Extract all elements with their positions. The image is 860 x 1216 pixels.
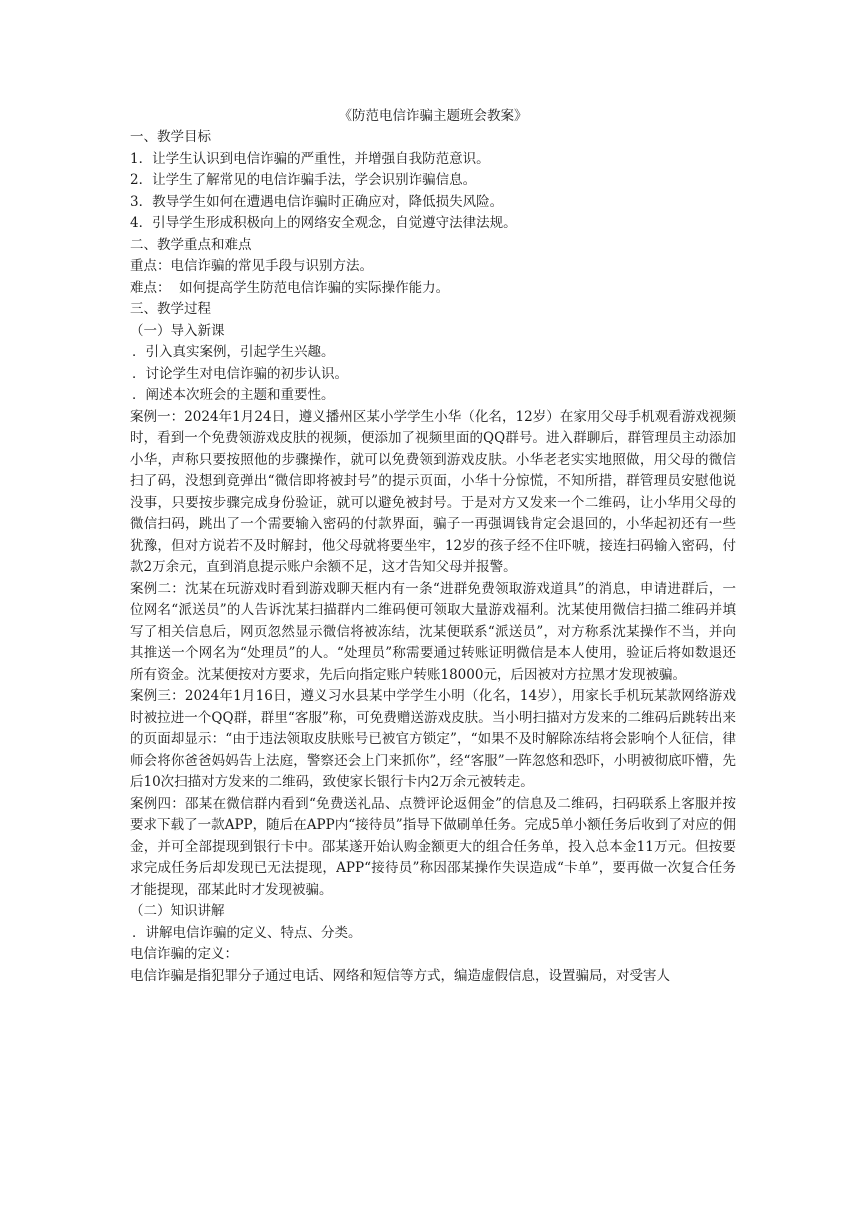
intro-item-3: ．阐述本次班会的主题和重要性。 — [132, 387, 335, 403]
knowledge-item-1: ．讲解电信诈骗的定义、特点、分类。 — [132, 924, 362, 941]
key-point-text: 重点：电信诈骗的常见手段与识别方法。 — [130, 258, 373, 274]
section-heading-objectives: 一、教学目标 — [130, 129, 211, 145]
subsection-heading-knowledge: （二）知识讲解 — [130, 903, 225, 919]
intro-item-2: ．讨论学生对电信诈骗的初步认识。 — [132, 365, 348, 382]
section-heading-process: 三、教学过程 — [130, 301, 211, 317]
objective-item-1: 1．让学生认识到电信诈骗的严重性，并增强自我防范意识。 — [130, 150, 490, 167]
difficulty-text: 难点： 如何提高学生防范电信诈骗的实际操作能力。 — [130, 279, 450, 296]
section-heading-key-points: 二、教学重点和难点 — [130, 236, 252, 253]
subsection-heading-intro: （一）导入新课 — [130, 322, 225, 339]
document-page — [130, 105, 736, 987]
definition-heading: 电信诈骗的定义： — [130, 946, 238, 962]
case-paragraph-4: 案例四：邵某在微信群内看到“免费送礼品、点赞评论返佣金”的信息及二维码，扫码联系上客服并按要求下载了一款APP，随后在APP内“接待员”指导下做刷单任务。完成5单小额任务后收到了对应的佣金，并可全部提现到银行卡中。邵某遂开始认购金额更大的组合任务单，投入总本金11万元。但按要求完成任务后却发现已无法提现，APP“接待员”称因邵某操作失误造成“卡单”，要再做一次复合任务才能提现，邵某此时才发现被骗。 — [130, 795, 736, 898]
case-paragraph-3: 案例三：2024年1月16日，遵义习水县某中学学生小明（化名，14岁），用家长手机玩某款网络游戏时被拉进一个QQ群，群里“客服”称，可免费赠送游戏皮肤。当小明扫描对方发来的二维码后跳转出来的页面却显示：“由于违法领取皮肤账号已被官方锁定”，“如果不及时解除冻结将会影响个人征信，律师会将你爸爸妈妈告上法庭，警察还会上门来抓你”，经“客服”一阵忽悠和恐吓，小明被彻底吓懵，先后10次扫描对方发来的二维码，致使家长银行卡内2万余元被转走。 — [130, 688, 736, 790]
case-paragraph-1: 案例一：2024年1月24日，遵义播州区某小学学生小华（化名，12岁）在家用父母手机观看游戏视频时，看到一个免费领游戏皮肤的视频，便添加了视频里面的QQ群号。进入群聊后，群管理员主动添加小华，声称只要按照他的步骤操作，就可以免费领到游戏皮肤。小华老老实实地照做，用父母的微信扫了码，没想到竟弹出“微信即将被封号”的提示页面，小华十分惊慌，不知所措，群管理员安慰他说没事，只要按步骤完成身份验证，就可以避免被封号。于是对方又发来一个二维码，让小华用父母的微信扫码，跳出了一个需要输入密码的付款界面，骗子一再强调钱肯定会退回的，小华起初还有一些犹豫，但对方说若不及时解封，他父母就将要坐牢，12岁的孩子经不住吓唬，接连扫码输入密码，付款2万余元，直到消息提示账户余额不足，这才告知父母并报警。 — [130, 408, 736, 575]
objective-item-2: 2．让学生了解常见的电信诈骗手法，学会识别诈骗信息。 — [130, 172, 477, 188]
objective-item-3: 3．教导学生如何在遭遇电信诈骗时正确应对，降低损失风险。 — [130, 193, 504, 210]
case-paragraph-2: 案例二：沈某在玩游戏时看到游戏聊天框内有一条“进群免费领取游戏道具”的消息，申请进群后，一位网名“派送员”的人告诉沈某扫描群内二维码便可领取大量游戏福利。沈某使用微信扫描二维码并填写了相关信息后，网页忽然显示微信将被冻结，沈某便联系“派送员”，对方称系沈某操作不当，并向其推送一个网名为“处理员”的人。“处理员”称需要通过转账证明微信是本人使用，验证后将如数退还所有资金。沈某便按对方要求，先后向指定账户转账18000元，后因被对方拉黑才发现被骗。 — [130, 580, 736, 683]
document-title: 《防范电信诈骗主题班会教案》 — [338, 108, 528, 124]
objective-item-4: 4．引导学生形成积极向上的网络安全观念，自觉遵守法律法规。 — [130, 215, 517, 231]
definition-text: 电信诈骗是指犯罪分子通过电话、网络和短信等方式，编造虚假信息，设置骗局，对受害人 — [130, 967, 670, 984]
intro-item-1: ．引入真实案例，引起学生兴趣。 — [132, 344, 335, 360]
